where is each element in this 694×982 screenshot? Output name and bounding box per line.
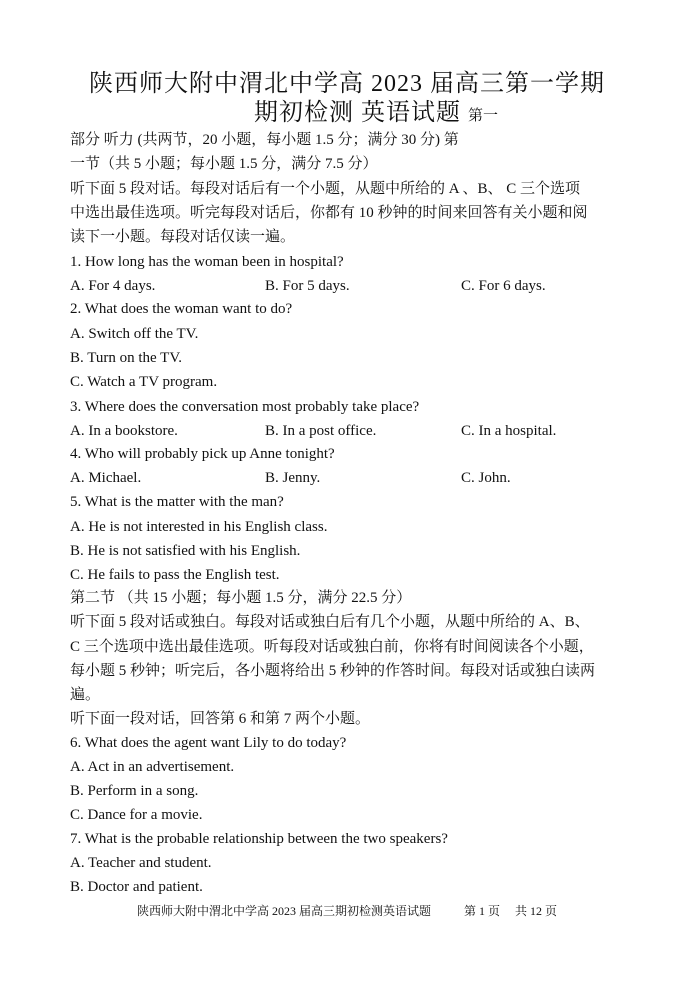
- question-2: 2. What does the woman want to do?: [70, 301, 293, 317]
- section2-instruction: C 三个选项中选出最佳选项。听每段对话或独白前，你将有时间阅读各个小题，: [70, 639, 594, 655]
- question-4-option-b: B. Jenny.: [265, 470, 321, 486]
- question-group-intro: 听下面一段对话，回答第 6 和第 7 两个小题。: [70, 711, 371, 727]
- exam-title-main: 期初检测 英语试题: [254, 100, 461, 126]
- question-5: 5. What is the matter with the man?: [70, 494, 284, 510]
- question-5-option-a: A. He is not interested in his English class.: [70, 519, 328, 535]
- question-1-option-a: A. For 4 days.: [70, 278, 156, 294]
- section1-subheader: 一节（共 5 小题；每小题 1.5 分，满分 7.5 分）: [70, 156, 378, 172]
- question-3-option-a: A. In a bookstore.: [70, 423, 178, 439]
- question-4-option-a: A. Michael.: [70, 470, 142, 486]
- exam-title-line2: [254, 99, 498, 130]
- question-7-option-b: B. Doctor and patient.: [70, 879, 203, 895]
- question-5-option-c: C. He fails to pass the English test.: [70, 567, 280, 583]
- question-2-option-b: B. Turn on the TV.: [70, 350, 182, 366]
- section1-header: 部分 听力 (共两节，20 小题，每小题 1.5 分；满分 30 分) 第: [70, 132, 459, 148]
- question-6: 6. What does the agent want Lily to do today?: [70, 735, 347, 751]
- section2-header: 第二节 （共 15 小题；每小题 1.5 分，满分 22.5 分）: [70, 590, 412, 606]
- question-7: 7. What is the probable relationship between the two speakers?: [70, 831, 448, 847]
- question-1-option-c: C. For 6 days.: [461, 278, 546, 294]
- footer-exam-title: 陕西师大附中渭北中学高 2023 届高三期初检测英语试题: [136, 904, 431, 918]
- question-6-option-c: C. Dance for a movie.: [70, 807, 203, 823]
- question-2-option-a: A. Switch off the TV.: [70, 326, 199, 342]
- question-4-option-c: C. John.: [461, 470, 511, 486]
- section2-instruction: 每小题 5 秒钟；听完后，各小题将给出 5 秒钟的作答时间。每段对话或独白读两: [70, 663, 596, 679]
- section1-instruction: 读下一小题。每段对话仅读一遍。: [70, 229, 296, 245]
- question-4: 4. Who will probably pick up Anne tonight?: [70, 446, 335, 462]
- question-7-option-a: A. Teacher and student.: [70, 855, 212, 871]
- page-footer: [0, 902, 694, 920]
- question-1: 1. How long has the woman been in hospital?: [70, 254, 344, 270]
- section1-instruction: 中选出最佳选项。听完每段对话后，你都有 10 秒钟的时间来回答有关小题和阅: [70, 205, 588, 221]
- section2-instruction: 遍。: [70, 687, 101, 703]
- question-1-option-b: B. For 5 days.: [265, 278, 350, 294]
- section2-instruction: 听下面 5 段对话或独白。每段对话或独白后有几个小题，从题中所给的 A、B、: [70, 614, 590, 630]
- footer-page-number: 第 1 页: [463, 904, 500, 918]
- question-3: 3. Where does the conversation most probably take place?: [70, 399, 420, 415]
- question-3-option-b: B. In a post office.: [265, 423, 377, 439]
- question-3-option-c: C. In a hospital.: [461, 423, 557, 439]
- question-2-option-c: C. Watch a TV program.: [70, 374, 218, 390]
- question-5-option-b: B. He is not satisfied with his English.: [70, 543, 301, 559]
- question-6-option-b: B. Perform in a song.: [70, 783, 199, 799]
- exam-title-part: 第一: [468, 108, 499, 124]
- exam-title-line1: 陕西师大附中渭北中学高 2023 届高三第一学期: [89, 71, 605, 97]
- footer-page-total: 共 12 页: [515, 904, 558, 918]
- section1-instruction: 听下面 5 段对话。每段对话后有一个小题，从题中所给的 A 、B、 C 三个选项: [70, 181, 581, 197]
- question-6-option-a: A. Act in an advertisement.: [70, 759, 235, 775]
